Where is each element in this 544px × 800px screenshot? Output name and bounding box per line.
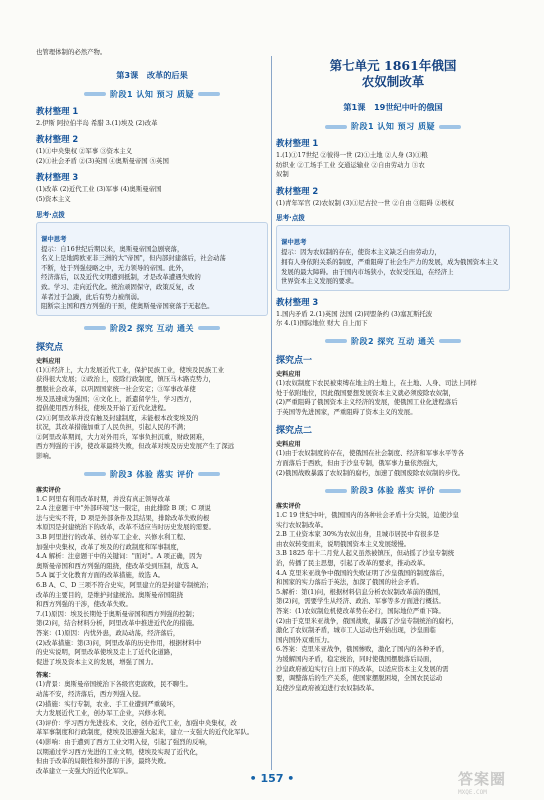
stage-bar-icon (325, 489, 347, 493)
text-line: (2)①社会矛盾 ②(3)英国 ④奥斯曼帝国 ⑤英国 (36, 156, 169, 165)
text-line: 于英国等先进国家，严重阻碍了资本主义的发展。 (276, 407, 417, 416)
text-line: 状况，其改革措施加重了人民负担，引起人民的不满； (36, 423, 190, 432)
text-line: (1)青年军官 (2)农奴制 (3)①尼古拉一世 ②自由 ③阻碍 ②极权 (276, 198, 454, 207)
eval-heading: 落实评价 (276, 503, 301, 511)
text-line: 致。学习、走向近代化。统治顽固保守，政策反复，改 (41, 282, 195, 291)
text-line: 5.解析：第(1)问，根据材料信息分析农奴制改革前的俄国， (276, 587, 445, 596)
stage-2-right: 阶段2 探究 互动 通关 (276, 336, 510, 347)
text-line: 奴制 (276, 170, 289, 179)
text-line: 2.A 注意题干中"外部环境"这一限定，由此排除 B 项；C 项说 (36, 504, 211, 513)
text-line: 7.(1)原因：埃及长期处于奥斯曼帝国和西方列强的控制； (36, 609, 199, 618)
text-line: 不断，处于列强侵略之中，无力领导的帝国。此外， (41, 263, 188, 272)
text-line: 答案：(1)农奴制危机使改革势在必行，国际地位严重下降。 (276, 607, 445, 616)
text-line: 改革建立一支强大的近代化军队。 (36, 766, 132, 775)
text-line: 世界资本主义发展的要求。 (281, 277, 358, 286)
page-number: • 157 • (249, 772, 295, 785)
text-line: 大力发展近代工业，创办军工企业，兴修水利。 (36, 709, 171, 718)
textbook-1-list (36, 119, 268, 129)
answer-heading: 答案： (36, 672, 55, 680)
text-line: 动荡不安，经济落后，西方列强入侵。 (36, 689, 145, 698)
text-line: 6.答案：克里米亚战争，俄国惨败，激化了国内的各种矛盾， (276, 645, 449, 654)
textbook-heading: 教材整理 3 (36, 172, 79, 183)
stage-bar-icon (325, 125, 347, 129)
text-line: 第(2)问，结合材料分析，阿里改革中推进近代化的措施。 (36, 619, 199, 628)
text-line: 1.(1)①17世纪 ②彼得一世 (2)①土地 ②人身 (3)①粮 (276, 151, 428, 159)
text-line: (2)改革措施：第(3)问，阿里改革的历史作用，根据材料中 (36, 638, 202, 647)
text-line: 提示：自16世纪后期以来，奥斯曼帝国急剧衰落， (41, 244, 184, 253)
text-line: 经济落后，以及近代文明遭到抵制，才是改革遭遇失败的 (41, 273, 201, 282)
lesson-title-left: 第3课 改革的后果 (116, 69, 188, 80)
text-line: (1)背景：奥斯曼帝国统治下各级官吏腐败，民不聊生。 (36, 680, 193, 689)
eval-list (36, 495, 268, 668)
stage-bar-icon (439, 489, 461, 493)
eval-list (276, 511, 510, 617)
stage-bar-icon (198, 472, 220, 476)
stage-2-left: 阶段2 探究 互动 通关 (36, 323, 268, 334)
text-line: (2)①阿里改革并没有触及封建制度，未能根本改变埃及的 (36, 413, 199, 422)
text-line: 要，调整落后的生产关系，使国家摆脱困境，全国农民运动 (276, 674, 443, 683)
unit-title: 第七单元 1861年俄国 农奴制改革 (329, 58, 457, 89)
text-line: (1)改革 (2)近代工业 (3)军事 (4)奥斯曼帝国 (36, 185, 162, 194)
text-line: 摆脱社会改革，以巩固国家统一社会安定；③军事改革使 (36, 384, 196, 393)
text-line: 和西方列强的干涉，使改革失败。 (36, 600, 132, 609)
text-line: (1)由于农奴制度的存在，使俄国在社会制度、经济和军事水平等各 (276, 449, 464, 458)
hist-app-heading: 史料应用 (276, 441, 301, 449)
think-heading: 思考·点拨 (36, 210, 65, 219)
text-line: 法与史实不符，D 项是外部条件及其结果，排除改革失败的根 (36, 513, 210, 522)
text-line: (2)俄国战败暴露了农奴制的腐朽，加速了俄国废除农奴制的步伐。 (276, 468, 464, 477)
text-line: 改革的主要目的，是维护封建统治。奥斯曼帝国阻挠 (36, 590, 183, 599)
text-line: 本原因是封建统治下的改革，改革不适应当时历史发展的需要。 (36, 523, 215, 532)
stage-1-left: 阶段1 认知 预习 质疑 (36, 89, 268, 100)
text-line: 阻断宗主国和西方列强的干预，使奥斯曼帝国衰落于无起色。 (41, 302, 214, 311)
textbook-heading: 教材整理 2 (36, 134, 79, 145)
text-line: 由农奴转变而来，说明俄国资本主义发展缓慢。 (276, 539, 411, 548)
text-line: 实行农奴制改革。 (276, 520, 328, 529)
text-line: 国内国外双重压力。 (276, 635, 334, 644)
text-line: (2)措施：实行专制，农业、手工业遭到严重破坏， (36, 699, 180, 708)
textbook-heading: 教材整理 1 (36, 105, 79, 116)
stage-bar-icon (198, 92, 220, 96)
explore-2-list (276, 449, 510, 478)
text-line: 1.C 19 世纪中叶，俄国国内的各种社会矛盾十分尖锐，迫使沙皇 (276, 511, 459, 520)
text-line: (1)农奴制度下农民被束缚在地主的土地上，在土地、人身、司法上同样 (276, 378, 477, 387)
text-line: 和国家的实力落后于英法，加深了俄国的社会矛盾。 (276, 578, 423, 587)
watermark-url: MXQE.COM (458, 789, 487, 796)
text-line: 6.B A、C、D 三项不符合史实，阿里建立的是封建专制统治； (36, 581, 213, 589)
textbook-3-list (276, 310, 510, 329)
text-line: 迫使沙皇政府被迫进行农奴制改革。 (276, 683, 379, 692)
text-line: 3.B 1825 年十二月党人起义虽然被镇压，但动摇了沙皇专制统 (276, 549, 455, 558)
text-line: (3)评价：学习西方先进技术、文化，创办近代工业，加强中央集权，改 (36, 718, 237, 727)
think-list (41, 245, 263, 312)
right-column (276, 48, 510, 693)
text-line: (1)①经济上，大力发展近代工业，保护民族工业，使埃及民族工业 (36, 365, 224, 374)
text-line: 尔 4.(1)国际地位 财大 自上而下 (276, 319, 368, 328)
text-line: 治，传播了民主思想，引起了改革的要求，推动改革。 (276, 559, 430, 568)
stage-bar-icon (84, 92, 106, 96)
text-line: 提示：因为农奴制的存在，使资本主义缺乏自由劳动力， (281, 248, 441, 257)
text-line: ②阿里改革期间，大力对外用兵，军事负担沉重，财政困难， (36, 432, 209, 441)
answer-list (36, 680, 268, 776)
text-line: (4)影响：由于遭到了西方工业文明入侵，引起了强烈的反响， (36, 737, 212, 746)
textbook-heading: 教材整理 1 (276, 138, 319, 148)
text-line: 以期通过学习西方先进的工业文明，使埃及实现了近代化， (36, 747, 203, 756)
stage-bar-icon (325, 339, 347, 343)
text-line: 2.B 工业资本家 30%为农奴出身，且城市居民中有很多是 (276, 530, 440, 539)
textbook-heading: 教材整理 3 (276, 296, 319, 307)
text-line: 1.国内矛盾 2.(1)英国 法国 (2)同盟条约 (3)塞瓦斯托波 (276, 309, 433, 318)
text-line: 获得很大发展；②政治上，废除行政制度，镇压马木路克势力， (36, 375, 215, 384)
text-line: 加强中央集权，改革了埃及的行政制度和军事制度， (36, 542, 183, 551)
text-line: 4.A 解析：注意题干中的关键词："面对"。A 项正确，因为 (36, 552, 202, 561)
explore-list (36, 366, 268, 462)
text-line: 沙皇政府被迫实行自上而下的改革，以适应资本主义发展的需 (276, 664, 449, 673)
text-line: 5.A 属于文化教育方面的改革措施，故选 A。 (36, 571, 165, 580)
text-line: 激化了农奴制矛盾，城市工人运动也开始出现，沙皇面临 (276, 626, 436, 635)
watermark-logo (458, 768, 538, 798)
text-line: 2.伊斯 阿拉伯半岛 希腊 3.(1)埃及 (2)改革 (36, 118, 158, 127)
text-line: 影响。 (36, 452, 56, 461)
column-divider (271, 56, 272, 770)
text-line: 4.A 克里米亚战争中俄国的失败证明了沙皇俄国的制度落后， (276, 568, 449, 577)
textbook-2-list (276, 199, 510, 209)
text-line: (1)①中央集权 ②军事 ③资本主义 (36, 147, 133, 156)
stage-3-right: 阶段3 体验 落实 评价 (276, 485, 510, 496)
text-line: 方面落后于西欧，但由于沙皇专制，俄军事力量依然强大， (276, 458, 443, 467)
explore-heading: 探究点 (36, 342, 64, 353)
text-line: 3.B 阿里进行的改革、创办军工企业、兴修水利工程、 (36, 533, 190, 542)
textbook-2-list (36, 147, 268, 166)
textbook-3-list (36, 185, 268, 204)
think-box (276, 225, 510, 290)
text-line: 第(2)问，需要学生从经济、政治、军事等多方面进行概括。 (276, 597, 445, 606)
stage-bar-icon (198, 326, 220, 330)
textbook-heading: 教材整理 2 (276, 185, 319, 196)
textbook-1-list (276, 151, 510, 180)
intro-line: 也管理体制的必然产物。 (36, 48, 107, 56)
text-line: 的史实说明，阿里改革使埃及走上了近代化道路， (36, 648, 177, 657)
text-line: 奥斯曼帝国和西方列强的阻挠，使改革受到压制，故选 A。 (36, 561, 203, 570)
text-line: 革者过于急躁，此后有势力被削弱。 (41, 292, 144, 301)
think-label: 课中思考 (281, 238, 307, 247)
answer-list (276, 617, 510, 694)
stage-bar-icon (439, 125, 461, 129)
explore-2-heading: 探究点二 (276, 426, 313, 437)
text-line: (2)由于克里米亚战争，俄国战败，暴露了沙皇专制统治的腐朽， (276, 616, 458, 625)
explore-1-list (276, 379, 510, 417)
stage-1-right: 阶段1 认知 预习 质疑 (276, 121, 510, 132)
hist-app-heading: 史料应用 (276, 370, 301, 378)
text-line: (5)资本主义 (36, 194, 71, 203)
stage-bar-icon (84, 472, 106, 476)
hist-app-heading: 史料应用 (36, 357, 61, 365)
eval-heading: 落实评价 (36, 486, 61, 494)
think-label: 课中思考 (41, 234, 67, 243)
left-column (36, 48, 268, 776)
stage-bar-icon (439, 339, 461, 343)
text-line: 埃及迅速成为强国；④文化上，派遣留学生，学习西方， (36, 394, 196, 403)
text-line: 拥有人身依附关系的制度，严重阻碍了社会生产力的发展，成为俄国资本主义 (281, 257, 499, 266)
text-line: 西方列强的干涉，使改革最终失败，但改革对埃及历史发展产生了深远 (36, 442, 235, 451)
explore-1-heading: 探究点一 (276, 355, 313, 366)
text-line: 促进了埃及资本主义的发展，增强了国力。 (36, 657, 158, 666)
text-line: 名义上是地跨欧亚非三洲的大"帝国"，但内部封建落后，社会动荡 (41, 254, 226, 263)
text-line: (2)严重阻碍了俄国资本主义经济的发展，使俄国工业化进程落后 (276, 398, 458, 407)
think-box (36, 222, 268, 316)
text-line: 但由于改革的局限性和外部的干涉，最终失败。 (36, 757, 171, 766)
watermark-text: 答案圈 (458, 770, 507, 788)
text-line: 纺织业 ②工场手工业 交通运输业 ②自由劳动力 ③农 (276, 160, 425, 169)
text-line: 处于依附地位，因此俄国要想发展资本主义就必须废除农奴制， (276, 388, 455, 397)
text-line: 为缓解国内矛盾，稳定统治，同时使俄国摆脱落后局面， (276, 655, 436, 663)
stage-bar-icon (84, 326, 106, 330)
text-line: 革军事制度和行政制度，使埃及迅速强大起来，建立一支强大的近代化军队。 (36, 728, 254, 737)
think-list (281, 248, 505, 286)
text-line: 提倡使用西方科技，使埃及开始了近代化进程。 (36, 404, 171, 413)
think-heading: 思考·点拨 (276, 214, 305, 223)
text-line: 1.C 阿里有利用改革时期，并没有真正领导改革 (36, 494, 171, 503)
stage-3-left: 阶段3 体验 落实 评价 (36, 469, 268, 480)
text-line: 答案：(1)原因：内忧外患，政局动荡，经济落后， (36, 628, 180, 637)
lesson-title-right: 第1课 19世纪中叶的俄国 (343, 102, 443, 112)
text-line: 发展的最大障碍。由于国内市场狭小，农奴受压迫，在经济上 (281, 267, 454, 276)
